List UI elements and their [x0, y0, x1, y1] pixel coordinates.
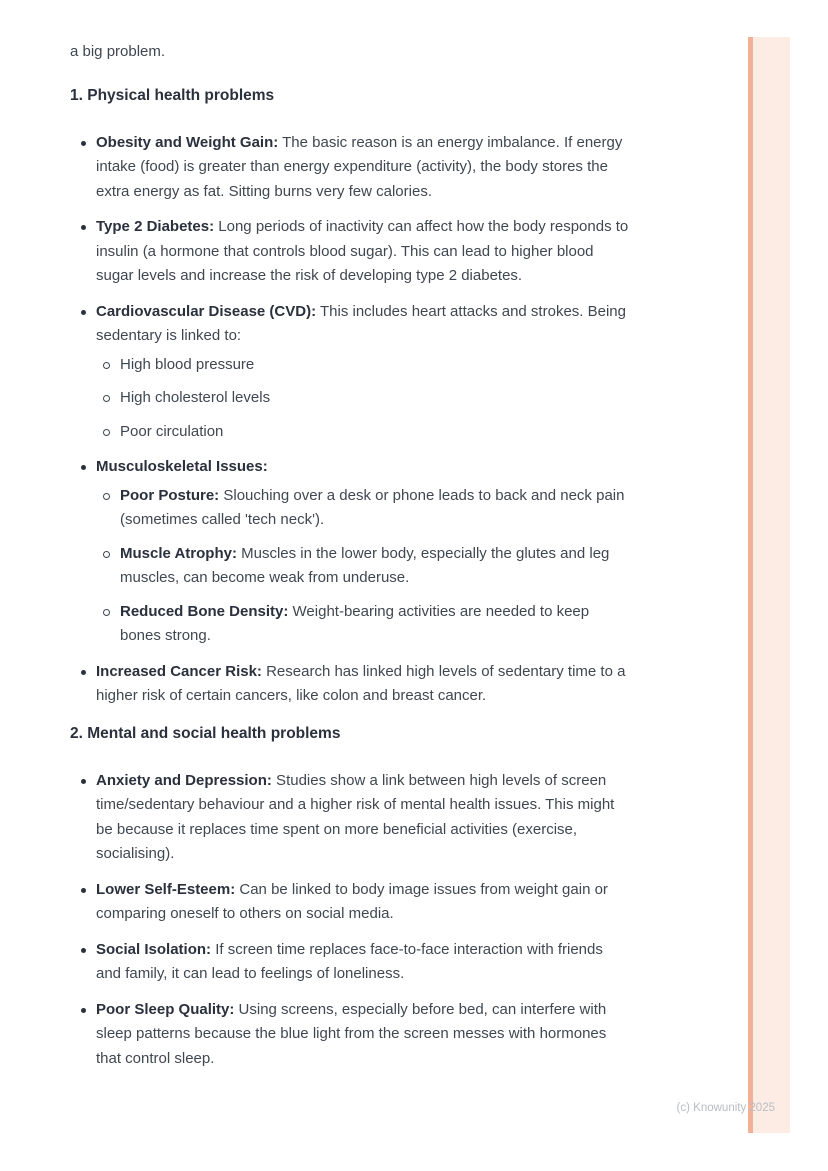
item-lead: Obesity and Weight Gain: [96, 133, 279, 151]
item-lead: Muscle Atrophy: [120, 544, 237, 562]
bullet-icon [81, 465, 86, 470]
item-text: High blood pressure [120, 355, 255, 373]
bullet-icon [81, 1008, 86, 1013]
sub-list-item [120, 542, 632, 591]
list-item [96, 998, 632, 1072]
section-2-heading: 2. Mental and social health problems [70, 724, 341, 742]
list-item [96, 215, 632, 289]
list-item [96, 938, 632, 987]
sub-list-item [120, 484, 632, 533]
document-page [70, 40, 632, 1071]
item-lead: Musculoskeletal Issues: [96, 458, 268, 475]
item-text: Weight-bearing activities are needed to keep bones strong. [120, 602, 590, 644]
item-text: Poor circulation [120, 422, 224, 440]
sub-list-item [120, 600, 632, 649]
watermark: (c) Knowunity 2025 [676, 1102, 775, 1114]
circle-bullet-icon [103, 362, 110, 369]
bullet-icon [81, 670, 86, 675]
accent-stripe [748, 37, 790, 1133]
item-text: This includes heart attacks and strokes. Being sedentary is linked to: [96, 302, 626, 344]
item-lead: Social Isolation: [96, 940, 212, 958]
circle-bullet-icon [103, 609, 110, 616]
item-text: The basic reason is an energy imbalance. If energy intake (food) is greater than energy expenditure (activity), the body stores the extra energy as fat. Sitting burns very few calories. [96, 133, 623, 200]
item-lead: Anxiety and Depression: [96, 771, 272, 789]
list-item [96, 131, 632, 205]
item-text: Studies show a link between high levels of screen time/sedentary behaviour and a higher risk of mental health issues. This might be because it replaces time spent on more beneficial activities (exercise, socialising). [96, 771, 615, 862]
item-text: If screen time replaces face-to-face interaction with friends and family, it can lead to feelings of loneliness. [96, 940, 603, 982]
bullet-icon [81, 225, 86, 230]
section-1-heading: 1. Physical health problems [70, 86, 275, 104]
item-text: Using screens, especially before bed, can interfere with sleep patterns because the blue light from the screen messes with hormones that control sleep. [96, 1000, 607, 1067]
list-item [96, 455, 632, 649]
circle-bullet-icon [103, 551, 110, 558]
bullet-icon [81, 310, 86, 315]
section-1-list [70, 131, 632, 709]
item-lead: Poor Posture: [120, 486, 220, 504]
item-text: Can be linked to body image issues from weight gain or comparing oneself to others on social media. [96, 880, 608, 922]
circle-bullet-icon [103, 395, 110, 402]
sub-list [96, 484, 632, 649]
item-text: Research has linked high levels of sedentary time to a higher risk of certain cancers, like colon and breast cancer. [96, 662, 626, 704]
item-lead: Increased Cancer Risk: [96, 662, 262, 680]
list-item [96, 300, 632, 445]
sub-list-item [120, 353, 632, 378]
list-item [96, 660, 632, 709]
item-lead: Poor Sleep Quality: [96, 1000, 235, 1018]
item-lead: Cardiovascular Disease (CVD): [96, 302, 317, 320]
sub-list-item [120, 386, 632, 411]
list-item [96, 769, 632, 867]
intro-paragraph: a big problem. [70, 43, 166, 60]
item-text: Long periods of inactivity can affect how the body responds to insulin (a hormone that controls blood sugar). This can lead to higher blood sugar levels and increase the risk of developing type 2 diabetes. [96, 218, 629, 284]
item-lead: Lower Self-Esteem: [96, 880, 236, 898]
bullet-icon [81, 779, 86, 784]
item-text: Slouching over a desk or phone leads to back and neck pain (sometimes called 'tech neck'). [120, 486, 625, 528]
bullet-icon [81, 948, 86, 953]
item-lead: Reduced Bone Density: [120, 602, 289, 620]
bullet-icon [81, 141, 86, 146]
sub-list-item [120, 420, 632, 445]
section-2-list [70, 769, 632, 1072]
circle-bullet-icon [103, 493, 110, 500]
circle-bullet-icon [103, 429, 110, 436]
sub-list [96, 353, 632, 445]
list-item [96, 878, 632, 927]
item-text: Muscles in the lower body, especially the glutes and leg muscles, can become weak from underuse. [120, 544, 610, 586]
item-lead: Type 2 Diabetes: [96, 218, 215, 235]
bullet-icon [81, 888, 86, 893]
item-text: High cholesterol levels [120, 389, 271, 406]
